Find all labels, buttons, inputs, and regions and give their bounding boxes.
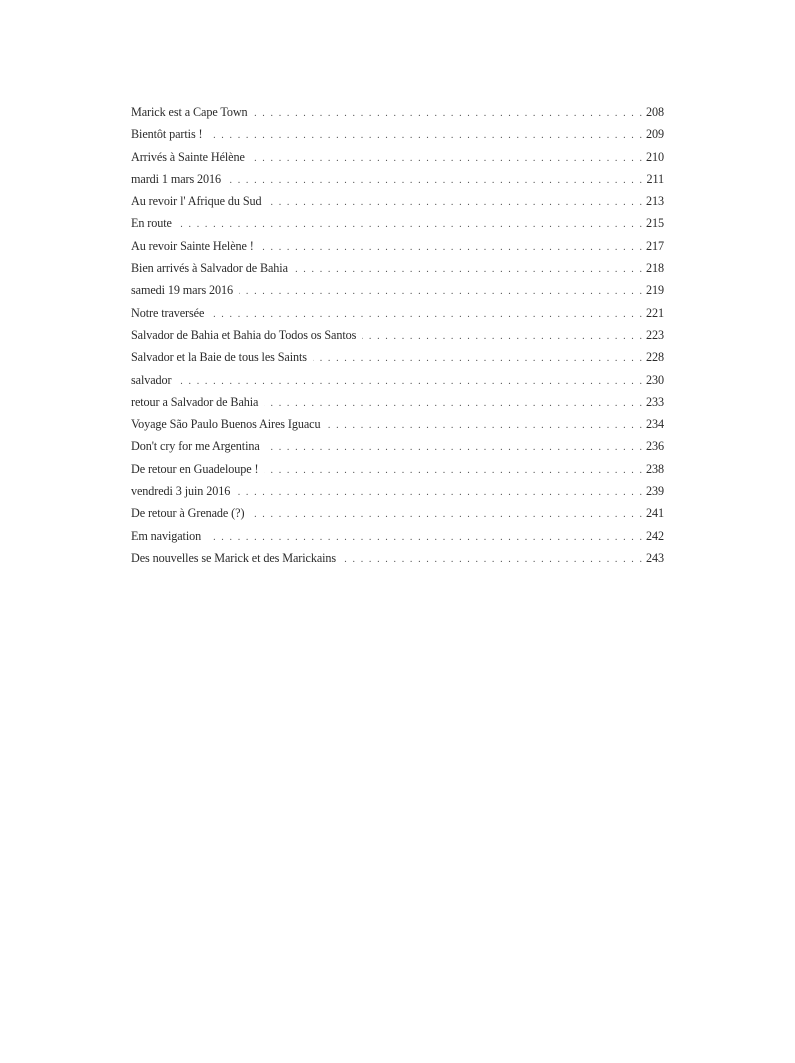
toc-entry[interactable] [131, 101, 664, 123]
toc-dot-leader [294, 259, 642, 281]
toc-entry-page: 230 [646, 372, 664, 387]
toc-dot-leader [178, 371, 643, 393]
toc-entry-page: 223 [646, 327, 664, 342]
toc-entry-title: Marick est a Cape Town [131, 105, 248, 119]
toc-entry-title: Au revoir l' Afrique du Sud [131, 194, 262, 209]
toc-entry[interactable] [131, 235, 664, 257]
toc-dot-leader [236, 482, 642, 504]
toc-entry[interactable] [131, 413, 664, 435]
toc-entry-page: 217 [646, 238, 664, 253]
toc-entry-title: Salvador de Bahia et Bahia do Todos os Santos [131, 327, 357, 342]
toc-entry[interactable] [131, 458, 664, 480]
toc-entry-title: Bien arrivés à Salvador de Bahia [131, 261, 288, 276]
toc-entry-page: 221 [646, 305, 664, 320]
toc-entry[interactable] [131, 324, 664, 346]
toc-entry[interactable] [131, 346, 664, 368]
toc-entry-title: Au revoir Sainte Helène ! [131, 238, 254, 253]
toc-dot-leader [342, 549, 642, 571]
toc-entry-page: 233 [646, 394, 664, 409]
toc-entry[interactable] [131, 257, 664, 279]
toc-entry-page: 213 [646, 194, 664, 209]
toc-entry-title: Des nouvelles se Marick et des Marickains [131, 550, 337, 565]
toc-dot-leader [362, 326, 642, 348]
toc-dot-leader [268, 192, 643, 214]
toc-entry-title: salvador [131, 372, 172, 387]
toc-dot-leader [260, 237, 642, 259]
toc-entry[interactable] [131, 212, 664, 234]
toc-entry[interactable] [131, 502, 664, 524]
toc-dot-leader [250, 504, 642, 526]
toc-dot-leader [178, 214, 642, 236]
toc-entry[interactable] [131, 435, 664, 457]
toc-entry[interactable] [131, 123, 664, 145]
toc-entry-title: vendredi 3 juin 2016 [131, 484, 231, 499]
toc-entry-page: 241 [646, 506, 664, 521]
toc-entry-title: En route [131, 216, 172, 231]
toc-entry-title: Notre traversée [131, 305, 205, 320]
toc-entry-title: De retour en Guadeloupe ! [131, 461, 259, 476]
toc-entry-title: Salvador et la Baie de tous les Saints [131, 350, 307, 365]
toc-entry-title: Don't cry for me Argentina [131, 439, 260, 454]
toc-entry[interactable] [131, 391, 664, 413]
toc-entry[interactable] [131, 146, 664, 168]
toc-entry[interactable] [131, 480, 664, 502]
toc-entry[interactable] [131, 279, 664, 301]
toc-entry[interactable] [131, 190, 664, 212]
toc-dot-leader [326, 415, 642, 437]
toc-entry-page: 210 [646, 149, 664, 164]
toc-dot-leader [264, 460, 642, 482]
table-of-contents [131, 101, 664, 569]
toc-entry-title: samedi 19 mars 2016 [131, 283, 234, 298]
toc-entry-page: 228 [646, 350, 664, 365]
toc-entry-page: 239 [646, 484, 664, 499]
toc-dot-leader [266, 437, 642, 459]
toc-entry-title: Arrivés à Sainte Hélène [131, 149, 245, 164]
toc-entry[interactable] [131, 369, 664, 391]
toc-entry-title: Bientôt partis ! [131, 127, 203, 142]
toc-dot-leader [207, 527, 642, 549]
toc-entry-page: 211 [646, 171, 664, 186]
toc-dot-leader [210, 304, 642, 326]
toc-dot-leader [209, 125, 642, 147]
toc-entry-page: 218 [646, 261, 664, 276]
toc-entry[interactable] [131, 525, 664, 547]
toc-dot-leader [251, 148, 642, 170]
toc-entry-page: 209 [646, 127, 664, 142]
toc-entry-page: 236 [646, 439, 664, 454]
toc-entry[interactable] [131, 547, 664, 569]
toc-dot-leader [239, 281, 642, 303]
toc-entry-title: mardi 1 mars 2016 [131, 171, 222, 186]
toc-entry-title: Voyage São Paulo Buenos Aires Iguacu [131, 417, 321, 432]
toc-dot-leader [313, 348, 642, 370]
toc-entry-title: Em navigation [131, 528, 202, 543]
toc-entry-title: retour a Salvador de Bahia [131, 394, 259, 409]
toc-entry-page: 215 [646, 216, 664, 231]
toc-entry-page: 234 [646, 417, 664, 432]
toc-dot-leader [254, 103, 642, 125]
toc-entry-page: 242 [646, 528, 664, 543]
toc-entry-page: 208 [646, 105, 664, 119]
toc-entry[interactable] [131, 168, 664, 190]
toc-dot-leader [264, 393, 642, 415]
toc-entry-page: 238 [646, 461, 664, 476]
toc-entry-page: 219 [646, 283, 664, 298]
toc-entry[interactable] [131, 302, 664, 324]
toc-entry-title: De retour à Grenade (?) [131, 506, 245, 521]
toc-dot-leader [227, 170, 642, 192]
toc-entry-page: 243 [646, 550, 664, 565]
